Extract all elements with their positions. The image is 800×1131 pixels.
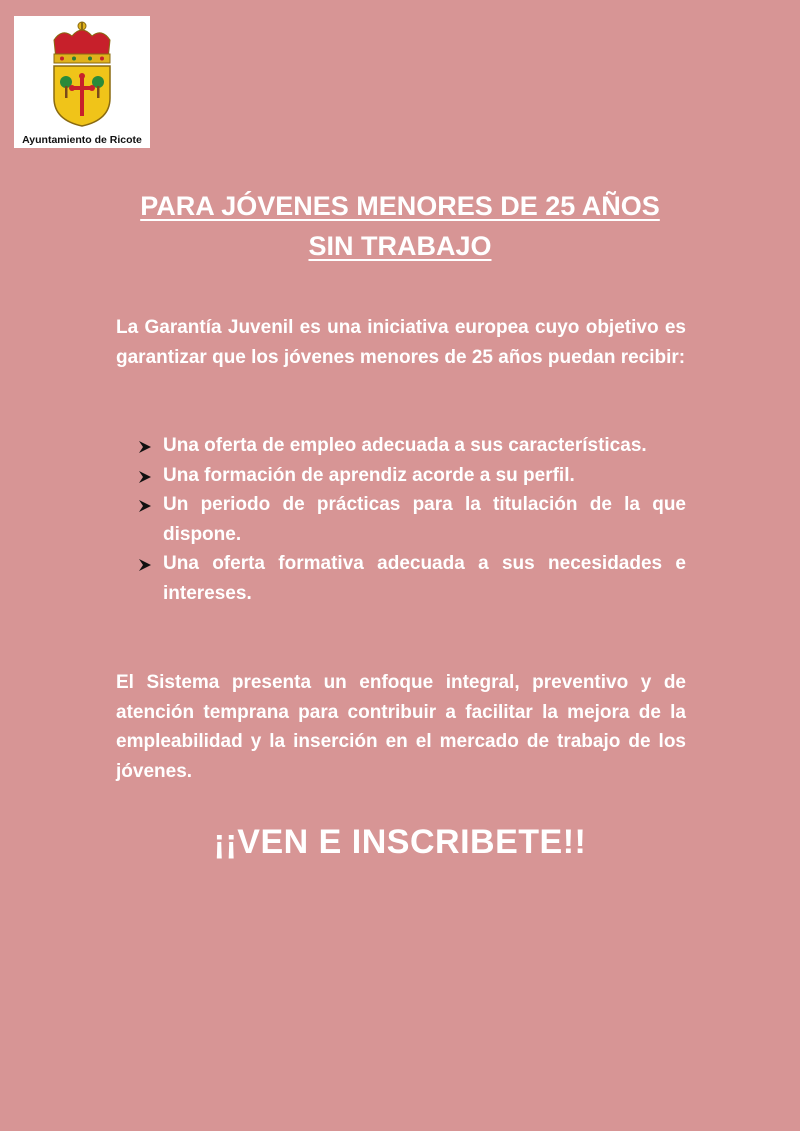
list-item-text: Una oferta formativa adecuada a sus necesidades e intereses.: [163, 553, 686, 604]
arrow-bullet-icon: [138, 440, 152, 454]
title-line-1: PARA JÓVENES MENORES DE 25 AÑOS: [140, 191, 660, 221]
closing-paragraph: El Sistema presenta un enfoque integral, preventivo y de atención temprana para contribuir a facilitar la mejora de la empleabilidad y la inserción en el mercado de trabajo de los jóvenes.: [116, 672, 686, 782]
list-item-text: Un periodo de prácticas para la titulación de la que dispone.: [163, 494, 686, 545]
coat-of-arms-icon: [48, 20, 116, 130]
list-item-text: Una oferta de empleo adecuada a sus características.: [163, 435, 647, 456]
list-item: [138, 461, 686, 491]
benefits-list: [138, 431, 686, 608]
arrow-bullet-icon: [138, 470, 152, 484]
list-item: [138, 431, 686, 461]
page-title: [60, 186, 740, 266]
call-to-action: ¡¡VEN E INSCRIBETE!!: [213, 823, 587, 861]
arrow-bullet-icon: [138, 558, 152, 572]
list-item-text: Una formación de aprendiz acorde a su perfil.: [163, 464, 575, 486]
arrow-bullet-icon: [138, 499, 152, 513]
municipal-logo: [14, 16, 150, 148]
logo-caption: Ayuntamiento de Ricote: [22, 134, 142, 146]
list-item: [138, 549, 686, 608]
intro-paragraph: La Garantía Juvenil es una iniciativa europea cuyo objetivo es garantizar que los jóvenes menores de 25 años puedan recibir:: [116, 317, 686, 368]
title-line-2: SIN TRABAJO: [308, 231, 492, 261]
list-item: [138, 490, 686, 549]
